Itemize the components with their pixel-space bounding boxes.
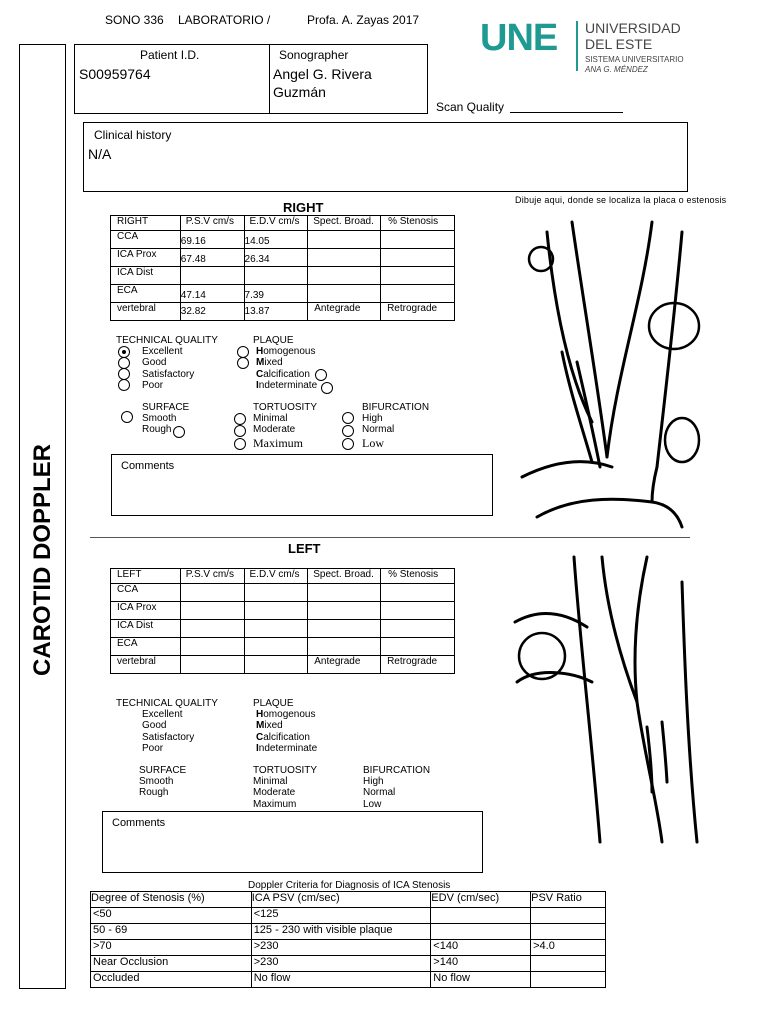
option-label[interactable]: Excellent [142,709,183,720]
stenosis-cell[interactable] [381,285,455,303]
left-measurements-table [110,568,455,674]
patient-box [74,44,428,114]
row-label: vertebral [111,656,181,674]
option-label: Maximum [253,436,303,450]
scan-quality-line[interactable] [510,112,623,113]
edv-cell[interactable]: 14.05 [244,231,308,249]
table-row [111,584,455,602]
right-heading: RIGHT [283,200,324,215]
section-divider [90,537,690,538]
patient-id-label: Patient I.D. [140,48,200,62]
normal-radio[interactable] [342,425,354,437]
psv-cell[interactable]: 32.82 [180,303,244,321]
option-label: Poor [142,379,164,391]
option-label: Normal [362,424,395,435]
option-label: Moderate [253,424,296,435]
right-tech-quality-label: TECHNICAL QUALITY [116,335,218,346]
ratio-cell [531,908,606,924]
retrograde-cell[interactable]: Retrograde [381,656,455,674]
option-label: Low [362,436,384,450]
table-row [111,602,455,620]
mixed-radio[interactable] [237,357,249,369]
edv-cell[interactable] [244,656,308,674]
option-label: Homogenous [256,346,316,357]
right-tech-quality-options [142,346,194,391]
option-label[interactable]: Normal [363,787,396,799]
option-label[interactable]: Indeterminate [256,742,318,754]
stenosis-cell[interactable] [381,602,455,620]
degree-cell: 50 - 69 [91,924,252,940]
option-label: Minimal [253,413,288,424]
stenosis-cell[interactable] [381,620,455,638]
table-row [111,249,455,267]
psv-cell[interactable] [180,620,244,638]
row-label: ECA [111,285,181,303]
right-table-header: Spect. Broad. [308,216,381,231]
degree-cell: Near Occlusion [91,956,252,972]
option-label[interactable]: Calcification [256,731,310,743]
logo-line3: SISTEMA UNIVERSITARIO [585,55,684,64]
table-row [111,231,455,249]
table-row [91,940,606,956]
criteria-title: Doppler Criteria for Diagnosis of ICA Stenosis [248,880,451,891]
high-radio[interactable] [342,412,354,424]
patient-id-value[interactable]: S00959764 [79,66,151,82]
option-label: Mixed [256,357,283,369]
row-label: ECA [111,638,181,656]
spect-broad-cell[interactable] [308,285,381,303]
left-table-header: Spect. Broad. [308,569,381,584]
table-row [91,972,606,988]
option-label: High [362,413,383,424]
right-measurements-table [110,215,455,321]
option-label[interactable]: Moderate [253,787,296,799]
edv-cell: >140 [431,956,531,972]
edv-cell[interactable]: 13.87 [244,303,308,321]
psv-cell: <125 [251,908,431,924]
right-surface-options [142,413,176,436]
patient-box-divider [269,45,270,113]
criteria-header: Degree of Stenosis (%) [91,892,252,908]
left-tortuosity-label: TORTUOSITY [253,765,318,776]
table-row [111,303,455,321]
left-tech-quality-options [142,709,194,754]
logo-divider [576,21,578,71]
edv-cell[interactable]: 7.39 [244,285,308,303]
edv-cell [431,924,531,940]
clinical-history-box[interactable] [83,122,688,192]
sonographer-value-1[interactable]: Angel G. Rivera [273,66,372,82]
row-label: ICA Prox [111,249,181,267]
criteria-header-row [91,892,606,908]
psv-cell: >230 [251,940,431,956]
psv-cell[interactable] [180,656,244,674]
left-comments-label: Comments [112,817,166,829]
course-code: SONO 336 [105,13,164,27]
right-comments-label: Comments [121,460,175,472]
minimal-radio[interactable] [234,413,246,425]
right-plaque-options [256,346,317,391]
option-label: Satisfactory [142,368,195,380]
spect-broad-cell[interactable] [308,602,381,620]
right-plaque-label: PLAQUE [253,335,294,346]
edv-cell[interactable] [244,602,308,620]
option-label[interactable]: Homogenous [256,709,316,720]
left-table-header: LEFT [111,569,181,584]
rough-radio[interactable] [173,426,185,438]
university-logo [480,18,700,78]
side-title-box [19,44,66,989]
right-table-header: E.D.V cm/s [244,216,308,231]
poor-radio[interactable] [118,379,130,391]
edv-cell[interactable] [244,267,308,285]
table-row [91,908,606,924]
spect-broad-cell[interactable] [308,231,381,249]
smooth-radio[interactable] [121,411,133,423]
edv-cell[interactable] [244,584,308,602]
professor: Profa. A. Zayas 2017 [307,13,420,27]
table-row [91,924,606,940]
spect-broad-cell[interactable] [308,249,381,267]
row-label: ICA Dist [111,620,181,638]
option-label[interactable]: Maximum [253,798,297,810]
clinical-history-value: N/A [88,146,112,162]
spect-broad-cell[interactable] [308,620,381,638]
scan-quality-label: Scan Quality [436,100,505,114]
criteria-header: ICA PSV (cm/sec) [251,892,431,908]
psv-cell[interactable]: 67.48 [180,249,244,267]
option-label[interactable]: Smooth [139,776,174,787]
psv-cell[interactable]: 69.16 [180,231,244,249]
edv-cell[interactable]: 26.34 [244,249,308,267]
option-label[interactable]: Low [363,798,382,810]
spect-broad-cell[interactable] [308,584,381,602]
stenosis-cell[interactable] [381,231,455,249]
ratio-cell: >4.0 [531,940,606,956]
right-tortuosity-label: TORTUOSITY [253,402,318,413]
logo-une: UNE [480,17,558,59]
psv-cell[interactable]: 47.14 [180,285,244,303]
side-title: CAROTID DOPPLER [28,443,56,677]
left-table-header: % Stenosis [381,569,455,584]
psv-cell[interactable] [180,602,244,620]
indeterminate-radio[interactable] [321,382,333,394]
right-table-header: % Stenosis [381,216,455,231]
option-label: Indeterminate [256,379,318,391]
right-table-header: RIGHT [111,216,181,231]
option-label: Rough [142,424,172,436]
row-label: ICA Prox [111,602,181,620]
psv-cell[interactable] [180,638,244,656]
edv-cell: No flow [431,972,531,988]
lab-label: LABORATORIO / [178,13,271,27]
table-row [111,285,455,303]
left-bifurcation-label: BIFURCATION [363,765,431,776]
row-label: ICA Dist [111,267,181,285]
table-row [91,956,606,972]
retrograde-cell[interactable]: Retrograde [381,303,455,321]
antegrade-cell[interactable]: Antegrade [308,303,381,321]
option-label[interactable]: Satisfactory [142,731,195,743]
maximum-radio[interactable] [234,438,246,450]
right-surface-label: SURFACE [142,402,190,413]
degree-cell: <50 [91,908,252,924]
criteria-table [90,891,606,988]
clinical-history-label: Clinical history [94,128,172,142]
right-table-header: P.S.V cm/s [180,216,244,231]
ratio-cell [531,924,606,940]
option-label[interactable]: High [363,776,384,787]
stenosis-cell[interactable] [381,584,455,602]
row-label: CCA [111,584,181,602]
antegrade-cell[interactable]: Antegrade [308,656,381,674]
left-comments-box[interactable] [102,811,483,873]
draw-instruction: Dibuje aqui, donde se localiza la placa o estenosis [515,195,727,205]
option-label[interactable]: Rough [139,787,169,799]
option-label: Excellent [142,346,183,357]
option-label: Calcification [256,368,310,380]
edv-cell [431,908,531,924]
calcification-radio[interactable] [315,369,327,381]
left-bifurcation-options [363,776,395,810]
sonographer-label: Sonographer [279,48,349,62]
left-surface-options [139,776,173,799]
left-plaque-options [256,709,317,754]
logo-line4: ANA G. MÉNDEZ [585,65,648,74]
table-row [111,620,455,638]
psv-cell: No flow [251,972,431,988]
left-table-header: P.S.V cm/s [180,569,244,584]
logo-line1: UNIVERSIDAD [585,20,681,36]
criteria-header: PSV Ratio [531,892,606,908]
left-tech-quality-label: TECHNICAL QUALITY [116,698,218,709]
edv-cell[interactable] [244,620,308,638]
degree-cell: Occluded [91,972,252,988]
edv-cell: <140 [431,940,531,956]
ratio-cell [531,956,606,972]
option-label: Good [142,357,167,369]
stenosis-cell[interactable] [381,249,455,267]
stenosis-cell[interactable] [381,638,455,656]
criteria-header: EDV (cm/sec) [431,892,531,908]
left-surface-label: SURFACE [139,765,187,776]
left-heading: LEFT [288,541,321,556]
psv-cell[interactable] [180,584,244,602]
option-label[interactable]: Mixed [256,720,283,732]
left-tortuosity-options [253,776,296,810]
moderate-radio[interactable] [234,425,246,437]
degree-cell: >70 [91,940,252,956]
option-label[interactable]: Good [142,720,167,732]
left-plaque-label: PLAQUE [253,698,294,709]
ratio-cell [531,972,606,988]
psv-cell: 125 - 230 with visible plaque [251,924,431,940]
spect-broad-cell[interactable] [308,638,381,656]
left-table-header-row [111,569,455,584]
psv-cell[interactable] [180,267,244,285]
logo-line2: DEL ESTE [585,36,653,52]
option-label: Smooth [142,413,177,424]
row-label: CCA [111,231,181,249]
sonographer-value-2[interactable]: Guzmán [273,84,326,100]
right-comments-box[interactable] [111,454,493,516]
table-row [111,638,455,656]
stenosis-cell[interactable] [381,267,455,285]
psv-cell: >230 [251,956,431,972]
option-label[interactable]: Minimal [253,776,288,787]
right-bifurcation-label: BIFURCATION [362,402,430,413]
right-table-header-row [111,216,455,231]
left-carotid-drawing[interactable] [512,552,712,852]
row-label: vertebral [111,303,181,321]
option-label[interactable]: Poor [142,742,164,754]
table-row [111,267,455,285]
spect-broad-cell[interactable] [308,267,381,285]
table-row [111,656,455,674]
left-table-header: E.D.V cm/s [244,569,308,584]
edv-cell[interactable] [244,638,308,656]
right-carotid-drawing[interactable] [512,212,712,532]
low-radio[interactable] [342,438,354,450]
